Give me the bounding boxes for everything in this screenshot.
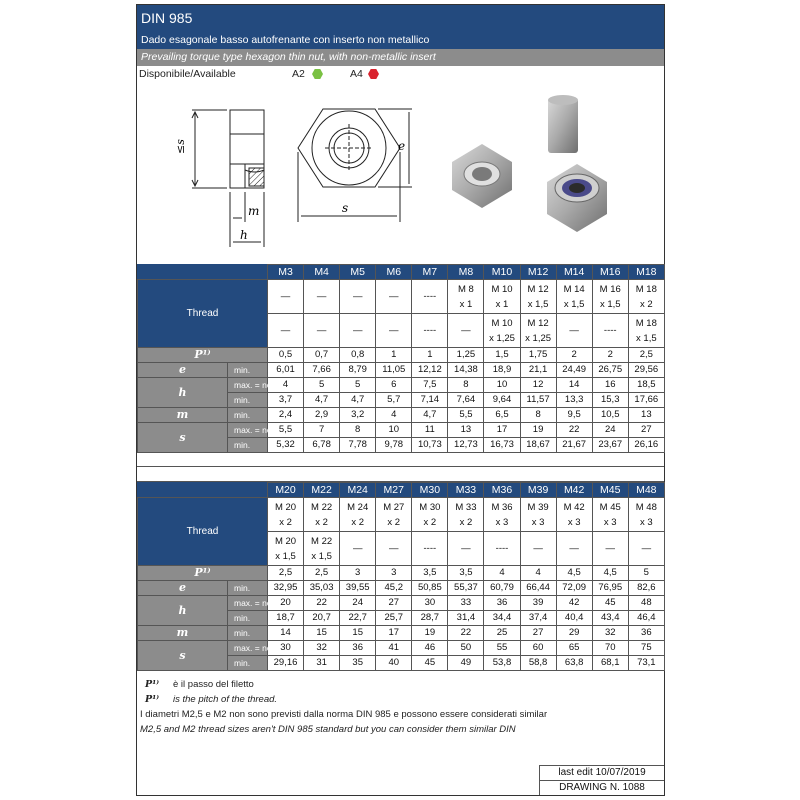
size-header: M36 [484, 483, 520, 498]
pitch-cell: 3 [340, 566, 376, 581]
dim-m-label: m [248, 204, 260, 218]
thread-cell: M 20 x 2 [268, 498, 304, 532]
s-label: s [138, 423, 228, 453]
e-cell: 55,37 [448, 581, 484, 596]
table-row [138, 483, 665, 498]
h-max-cell: 24 [340, 596, 376, 611]
h-max-cell: 22 [304, 596, 340, 611]
table-row [138, 641, 665, 656]
size-header: M3 [268, 265, 304, 280]
s-min-cell: 31 [304, 656, 340, 671]
e-cell: 29,56 [628, 363, 664, 378]
m-cell: 32 [592, 626, 628, 641]
h-max-cell: 39 [520, 596, 556, 611]
s-min-cell: 73,1 [628, 656, 664, 671]
thread-cell: ---- [412, 314, 448, 348]
thread-cell: — [448, 314, 484, 348]
h-max-cell: 4 [268, 378, 304, 393]
m-cell: 19 [412, 626, 448, 641]
m-cell: 2,4 [268, 408, 304, 423]
e-cell: 6,01 [268, 363, 304, 378]
h-max-cell: 36 [484, 596, 520, 611]
m-label: m [138, 626, 228, 641]
s-max-cell: 8 [340, 423, 376, 438]
m-cell: 13 [628, 408, 664, 423]
pitch-cell: 0,8 [340, 348, 376, 363]
thread-cell: M 8 x 1 [448, 280, 484, 314]
h-min-cell: 28,7 [412, 611, 448, 626]
thread-cell: M 48 x 3 [628, 498, 664, 532]
size-header: M7 [412, 265, 448, 280]
e-cell: 26,75 [592, 363, 628, 378]
s-min-cell: 35 [340, 656, 376, 671]
thread-cell: — [268, 280, 304, 314]
m-cell: 5,5 [448, 408, 484, 423]
m-cell: 9,5 [556, 408, 592, 423]
thread-label: Thread [138, 280, 268, 348]
nut-drawing-svg [137, 82, 664, 264]
size-header: M6 [376, 265, 412, 280]
h-min-cell: 25,7 [376, 611, 412, 626]
s-max-cell: 19 [520, 423, 556, 438]
s-min-cell: 5,32 [268, 438, 304, 453]
e-cell: 72,09 [556, 581, 592, 596]
pitch-cell: 4,5 [556, 566, 592, 581]
nut-photo [452, 95, 607, 232]
h-max-cell: 27 [376, 596, 412, 611]
pitch-cell: 1,75 [520, 348, 556, 363]
h-max-cell: 14 [556, 378, 592, 393]
a4-hex-icon [368, 69, 379, 79]
thread-cell: M 36 x 3 [484, 498, 520, 532]
h-max-cell: 5 [304, 378, 340, 393]
s-max-cell: 32 [304, 641, 340, 656]
s-min-cell: 26,16 [628, 438, 664, 453]
pitch-cell: 1 [412, 348, 448, 363]
s-min-cell: 49 [448, 656, 484, 671]
m-cell: 25 [484, 626, 520, 641]
pitch-cell: 2,5 [268, 566, 304, 581]
min-label: min. [228, 581, 268, 596]
s-max-cell: 41 [376, 641, 412, 656]
e-cell: 60,79 [484, 581, 520, 596]
table-row [138, 498, 665, 532]
s-min-cell: 45 [412, 656, 448, 671]
e-cell: 76,95 [592, 581, 628, 596]
h-max-cell: 12 [520, 378, 556, 393]
s-min-cell: 12,73 [448, 438, 484, 453]
e-cell: 8,79 [340, 363, 376, 378]
s-max-cell: 10 [376, 423, 412, 438]
thread-cell: ---- [484, 532, 520, 566]
max-nom-label: max. = nom. [228, 423, 268, 438]
table-row [138, 596, 665, 611]
m-cell: 10,5 [592, 408, 628, 423]
h-max-cell: 8 [448, 378, 484, 393]
technical-drawing [137, 82, 664, 264]
e-cell: 7,66 [304, 363, 340, 378]
h-min-cell: 11,57 [520, 393, 556, 408]
table-row [138, 348, 665, 363]
s-min-cell: 40 [376, 656, 412, 671]
h-max-cell: 6 [376, 378, 412, 393]
table-row [138, 626, 665, 641]
thread-cell: M 22 x 1,5 [304, 532, 340, 566]
h-min-cell: 7,64 [448, 393, 484, 408]
s-max-cell: 60 [520, 641, 556, 656]
e-cell: 50,85 [412, 581, 448, 596]
e-label: e [138, 363, 228, 378]
s-max-cell: 22 [556, 423, 592, 438]
h-max-cell: 48 [628, 596, 664, 611]
h-label: h [138, 378, 228, 408]
h-min-cell: 37,4 [520, 611, 556, 626]
thread-cell: — [556, 532, 592, 566]
note-english: M2,5 and M2 thread sizes aren't DIN 985 standard but you can consider them similar DIN [140, 724, 516, 735]
min-label: min. [228, 438, 268, 453]
thread-cell: M 10 x 1,25 [484, 314, 520, 348]
max-nom-label: max. = nom. [228, 378, 268, 393]
h-min-cell: 13,3 [556, 393, 592, 408]
s-max-cell: 17 [484, 423, 520, 438]
s-min-cell: 23,67 [592, 438, 628, 453]
s-min-cell: 6,78 [304, 438, 340, 453]
h-max-cell: 10 [484, 378, 520, 393]
s-min-cell: 63,8 [556, 656, 592, 671]
thread-cell: ---- [592, 314, 628, 348]
pitch-cell: 2,5 [628, 348, 664, 363]
e-cell: 35,03 [304, 581, 340, 596]
pitch-cell: 4,5 [592, 566, 628, 581]
thread-cell: — [592, 532, 628, 566]
pitch-cell: 2 [592, 348, 628, 363]
thread-cell: M 14 x 1,5 [556, 280, 592, 314]
size-header: M45 [592, 483, 628, 498]
h-min-cell: 34,4 [484, 611, 520, 626]
h-max-cell: 42 [556, 596, 592, 611]
s-min-cell: 10,73 [412, 438, 448, 453]
thread-cell: — [340, 314, 376, 348]
table-row [138, 408, 665, 423]
h-min-cell: 18,7 [268, 611, 304, 626]
table-row [138, 378, 665, 393]
notes [137, 677, 664, 737]
note-p-en: is the pitch of the thread. [173, 694, 278, 705]
header-corner [138, 265, 268, 280]
size-header: M42 [556, 483, 592, 498]
s-min-cell: 9,78 [376, 438, 412, 453]
thread-cell: M 42 x 3 [556, 498, 592, 532]
thread-cell: — [448, 532, 484, 566]
note-p-it: è il passo del filetto [173, 679, 254, 690]
pitch-cell: 3,5 [412, 566, 448, 581]
m-label: m [138, 408, 228, 423]
e-cell: 32,95 [268, 581, 304, 596]
h-min-cell: 43,4 [592, 611, 628, 626]
page-title: DIN 985 [137, 5, 664, 32]
h-min-cell: 7,14 [412, 393, 448, 408]
table-row [138, 363, 665, 378]
note-p-it-key: P¹⁾ [145, 679, 160, 690]
s-min-cell: 18,67 [520, 438, 556, 453]
thread-cell: M 24 x 2 [340, 498, 376, 532]
m-cell: 29 [556, 626, 592, 641]
availability-label: Disponibile/Available [139, 68, 236, 80]
size-header: M33 [448, 483, 484, 498]
datasheet [136, 4, 665, 796]
h-min-cell: 40,4 [556, 611, 592, 626]
size-header: M20 [268, 483, 304, 498]
h-max-cell: 20 [268, 596, 304, 611]
pitch-cell: 2 [556, 348, 592, 363]
s-max-cell: 50 [448, 641, 484, 656]
e-cell: 66,44 [520, 581, 556, 596]
size-header: M16 [592, 265, 628, 280]
pitch-cell: 2,5 [304, 566, 340, 581]
min-label: min. [228, 408, 268, 423]
thread-cell: M 30 x 2 [412, 498, 448, 532]
m-cell: 6,5 [484, 408, 520, 423]
s-max-cell: 24 [592, 423, 628, 438]
thread-cell: — [376, 532, 412, 566]
dim-s-label: s [342, 201, 349, 215]
thread-cell: — [304, 280, 340, 314]
e-label: e [138, 581, 228, 596]
size-header: M8 [448, 265, 484, 280]
h-min-cell: 17,66 [628, 393, 664, 408]
dimension-table-1 [137, 264, 665, 453]
s-max-cell: 55 [484, 641, 520, 656]
s-max-cell: 7 [304, 423, 340, 438]
m-cell: 4,7 [412, 408, 448, 423]
header-corner [138, 483, 268, 498]
dim-e-label: e [398, 139, 406, 153]
table-row [138, 566, 665, 581]
size-header: M14 [556, 265, 592, 280]
thread-cell: — [556, 314, 592, 348]
e-cell: 18,9 [484, 363, 520, 378]
m-cell: 15 [340, 626, 376, 641]
thread-cell: M 18 x 1,5 [628, 314, 664, 348]
size-header: M39 [520, 483, 556, 498]
min-label: min. [228, 363, 268, 378]
thread-cell: — [628, 532, 664, 566]
h-max-cell: 18,5 [628, 378, 664, 393]
h-min-cell: 4,7 [340, 393, 376, 408]
max-nom-label: max. = nom. [228, 596, 268, 611]
h-min-cell: 5,7 [376, 393, 412, 408]
thread-cell: M 45 x 3 [592, 498, 628, 532]
availability-row [137, 66, 664, 82]
m-cell: 8 [520, 408, 556, 423]
dim-h-label: h [240, 228, 248, 242]
pitch-cell: 1,25 [448, 348, 484, 363]
e-cell: 39,55 [340, 581, 376, 596]
h-max-cell: 5 [340, 378, 376, 393]
min-label: min. [228, 611, 268, 626]
table-row [138, 423, 665, 438]
table-row [138, 280, 665, 314]
thread-cell: — [340, 532, 376, 566]
dim-s-side-label: ≤s [174, 139, 187, 154]
pitch-cell: 4 [520, 566, 556, 581]
h-min-cell: 9,64 [484, 393, 520, 408]
h-min-cell: 3,7 [268, 393, 304, 408]
size-header: M18 [628, 265, 664, 280]
h-max-cell: 7,5 [412, 378, 448, 393]
h-max-cell: 45 [592, 596, 628, 611]
thread-cell: M 39 x 3 [520, 498, 556, 532]
note-italian: I diametri M2,5 e M2 non sono previsti dalla norma DIN 985 e possono essere considerati similar [140, 709, 548, 720]
s-max-cell: 30 [268, 641, 304, 656]
e-cell: 14,38 [448, 363, 484, 378]
s-max-cell: 70 [592, 641, 628, 656]
h-max-cell: 33 [448, 596, 484, 611]
table-row [138, 581, 665, 596]
s-min-cell: 68,1 [592, 656, 628, 671]
a2-label: A2 [292, 68, 305, 80]
size-header: M5 [340, 265, 376, 280]
m-cell: 15 [304, 626, 340, 641]
thread-label: Thread [138, 498, 268, 566]
thread-cell: — [376, 314, 412, 348]
size-header: M12 [520, 265, 556, 280]
s-min-cell: 58,8 [520, 656, 556, 671]
s-max-cell: 36 [340, 641, 376, 656]
h-min-cell: 46,4 [628, 611, 664, 626]
s-max-cell: 65 [556, 641, 592, 656]
note-p-en-key: P¹⁾ [145, 694, 160, 705]
pitch-label: P¹⁾ [138, 566, 268, 581]
s-min-cell: 29,16 [268, 656, 304, 671]
size-header: M10 [484, 265, 520, 280]
thread-cell: — [376, 280, 412, 314]
s-max-cell: 75 [628, 641, 664, 656]
s-max-cell: 11 [412, 423, 448, 438]
thread-cell: — [268, 314, 304, 348]
m-cell: 17 [376, 626, 412, 641]
pitch-cell: 4 [484, 566, 520, 581]
min-label: min. [228, 393, 268, 408]
pitch-cell: 1 [376, 348, 412, 363]
e-cell: 21,1 [520, 363, 556, 378]
e-cell: 12,12 [412, 363, 448, 378]
m-cell: 22 [448, 626, 484, 641]
thread-cell: M 10 x 1 [484, 280, 520, 314]
e-cell: 82,6 [628, 581, 664, 596]
thread-cell: M 33 x 2 [448, 498, 484, 532]
pitch-cell: 3 [376, 566, 412, 581]
s-min-cell: 21,67 [556, 438, 592, 453]
h-label: h [138, 596, 228, 626]
s-min-cell: 7,78 [340, 438, 376, 453]
pitch-cell: 1,5 [484, 348, 520, 363]
pitch-cell: 5 [628, 566, 664, 581]
thread-cell: — [304, 314, 340, 348]
e-cell: 11,05 [376, 363, 412, 378]
subtitle-english: Prevailing torque type hexagon thin nut, with non-metallic insert [137, 49, 664, 66]
dimension-table-2 [137, 482, 665, 671]
thread-cell: M 22 x 2 [304, 498, 340, 532]
size-header: M30 [412, 483, 448, 498]
min-label: min. [228, 626, 268, 641]
h-min-cell: 15,3 [592, 393, 628, 408]
h-max-cell: 16 [592, 378, 628, 393]
h-min-cell: 4,7 [304, 393, 340, 408]
a4-label: A4 [350, 68, 363, 80]
m-cell: 3,2 [340, 408, 376, 423]
thread-cell: ---- [412, 280, 448, 314]
a2-hex-icon [312, 69, 323, 79]
table-spacer [137, 466, 664, 482]
min-label: min. [228, 656, 268, 671]
size-header: M48 [628, 483, 664, 498]
h-min-cell: 31,4 [448, 611, 484, 626]
m-cell: 36 [628, 626, 664, 641]
s-min-cell: 16,73 [484, 438, 520, 453]
subtitle-italian: Dado esagonale basso autofrenante con inserto non metallico [137, 32, 664, 49]
thread-cell: ---- [412, 532, 448, 566]
thread-cell: M 12 x 1,5 [520, 280, 556, 314]
m-cell: 2,9 [304, 408, 340, 423]
s-max-cell: 13 [448, 423, 484, 438]
thread-cell: M 18 x 2 [628, 280, 664, 314]
pitch-cell: 3,5 [448, 566, 484, 581]
s-max-cell: 27 [628, 423, 664, 438]
size-header: M24 [340, 483, 376, 498]
s-max-cell: 46 [412, 641, 448, 656]
pitch-label: P¹⁾ [138, 348, 268, 363]
m-cell: 27 [520, 626, 556, 641]
max-nom-label: max. = nom. [228, 641, 268, 656]
s-label: s [138, 641, 228, 671]
m-cell: 4 [376, 408, 412, 423]
h-min-cell: 20,7 [304, 611, 340, 626]
pitch-cell: 0,7 [304, 348, 340, 363]
drawing-number: DRAWING N. 1088 [539, 780, 664, 795]
thread-cell: — [520, 532, 556, 566]
thread-cell: — [340, 280, 376, 314]
table-row [138, 265, 665, 280]
thread-cell: M 16 x 1,5 [592, 280, 628, 314]
thread-cell: M 12 x 1,25 [520, 314, 556, 348]
m-cell: 14 [268, 626, 304, 641]
s-min-cell: 53,8 [484, 656, 520, 671]
h-max-cell: 30 [412, 596, 448, 611]
last-edit: last edit 10/07/2019 [539, 765, 664, 780]
size-header: M22 [304, 483, 340, 498]
size-header: M4 [304, 265, 340, 280]
h-min-cell: 22,7 [340, 611, 376, 626]
pitch-cell: 0,5 [268, 348, 304, 363]
thread-cell: M 27 x 2 [376, 498, 412, 532]
e-cell: 45,2 [376, 581, 412, 596]
thread-cell: M 20 x 1,5 [268, 532, 304, 566]
e-cell: 24,49 [556, 363, 592, 378]
size-header: M27 [376, 483, 412, 498]
s-max-cell: 5,5 [268, 423, 304, 438]
